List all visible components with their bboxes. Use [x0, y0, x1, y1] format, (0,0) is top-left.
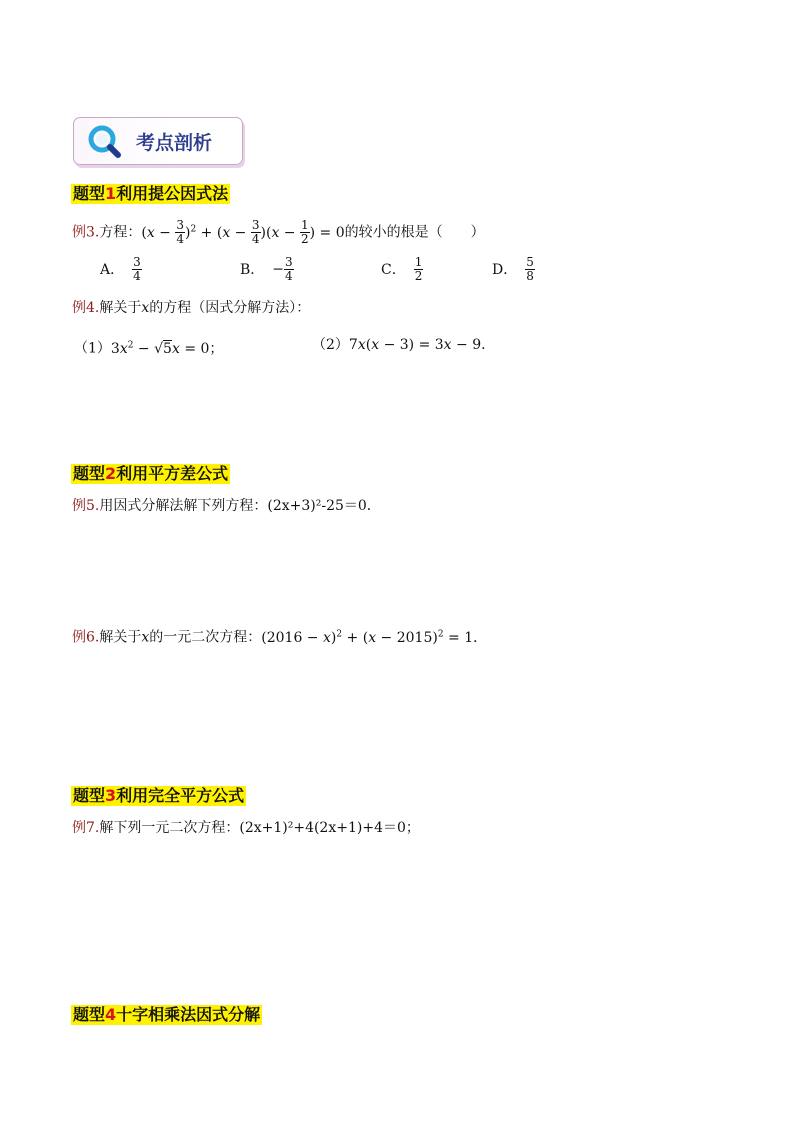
example-text-suffix: 的较小的根是（ ） [344, 224, 485, 241]
example-6 [72, 625, 487, 647]
option-numerator: 3 [133, 255, 141, 269]
option-b [240, 256, 294, 283]
example-5 [72, 497, 381, 515]
section-prefix: 题型 [73, 786, 106, 805]
section-heading-4 [71, 1005, 262, 1025]
part-label: （1） [74, 340, 111, 357]
option-label: A． [100, 261, 125, 278]
example-text: 的方程（因式分解方法）： [149, 300, 311, 316]
section-number: 2 [105, 464, 117, 483]
example-label: 例5. [72, 498, 100, 514]
option-numerator: 3 [285, 255, 293, 269]
section-prefix: 题型 [73, 464, 106, 483]
example-variable: x [141, 629, 150, 646]
example-label: 例3. [72, 224, 100, 241]
section-number: 3 [105, 786, 117, 805]
example-text: 方程： [99, 224, 142, 241]
option-d [492, 256, 535, 283]
equation: $3x^2 - √5x = 0$； [110, 340, 224, 357]
example-label: 例7. [72, 820, 100, 836]
section-title: 利用完全平方公式 [116, 786, 245, 805]
example-label: 例6. [72, 629, 100, 646]
example-7 [72, 819, 420, 837]
example-4-part-2 [312, 336, 495, 354]
equation: 7x(x − 3) = 3x − 9． [348, 337, 496, 353]
option-c [381, 256, 423, 283]
option-label: B． [240, 261, 265, 278]
option-numerator: 5 [526, 255, 534, 269]
example-label: 例4. [72, 300, 100, 316]
example-4-part-1 [74, 336, 223, 358]
section-heading-3 [71, 786, 246, 806]
option-denominator: 2 [414, 269, 423, 283]
section-title: 十字相乘法因式分解 [116, 1005, 261, 1024]
example-text: 用因式分解法解下列方程：(2x+3)²-25＝0． [99, 498, 381, 514]
example-text: 解关于 [99, 629, 142, 646]
option-label: D． [492, 261, 518, 278]
option-label: C． [381, 261, 406, 278]
option-sign: − [272, 261, 285, 278]
badge-title: 考点剖析 [136, 132, 213, 154]
example-text: 解下列一元二次方程：(2x+1)²+4(2x+1)+4＝0； [99, 820, 420, 836]
equation: (x − $\frac{3}{4}$ )$^2$ + (x − $\frac{3}{4}$ )(x − $\frac{1}{2}$ ) = 0 [141, 218, 345, 246]
section-prefix: 题型 [73, 184, 106, 203]
section-heading-1 [71, 184, 230, 204]
option-denominator: 4 [133, 269, 141, 283]
section-title: 利用平方差公式 [116, 464, 229, 483]
option-a [100, 256, 142, 283]
example-variable: x [141, 300, 150, 316]
section-number: 4 [105, 1005, 117, 1024]
option-denominator: 8 [526, 269, 534, 283]
section-badge [73, 117, 243, 165]
section-prefix: 题型 [73, 1005, 106, 1024]
example-text: 解关于 [99, 300, 142, 316]
example-text: 的一元二次方程： [149, 629, 262, 646]
section-heading-2 [71, 464, 230, 484]
equation: $(2016 - x)^2 + (x - 2015)^2 = 1$． [261, 629, 488, 646]
section-number: 1 [105, 184, 117, 203]
example-4 [72, 299, 310, 317]
part-label: （2） [312, 337, 349, 353]
example-3 [72, 219, 485, 246]
option-denominator: 4 [285, 269, 293, 283]
section-title: 利用提公因式法 [116, 184, 229, 203]
magnifier-icon [86, 123, 122, 159]
option-numerator: 1 [414, 255, 423, 269]
